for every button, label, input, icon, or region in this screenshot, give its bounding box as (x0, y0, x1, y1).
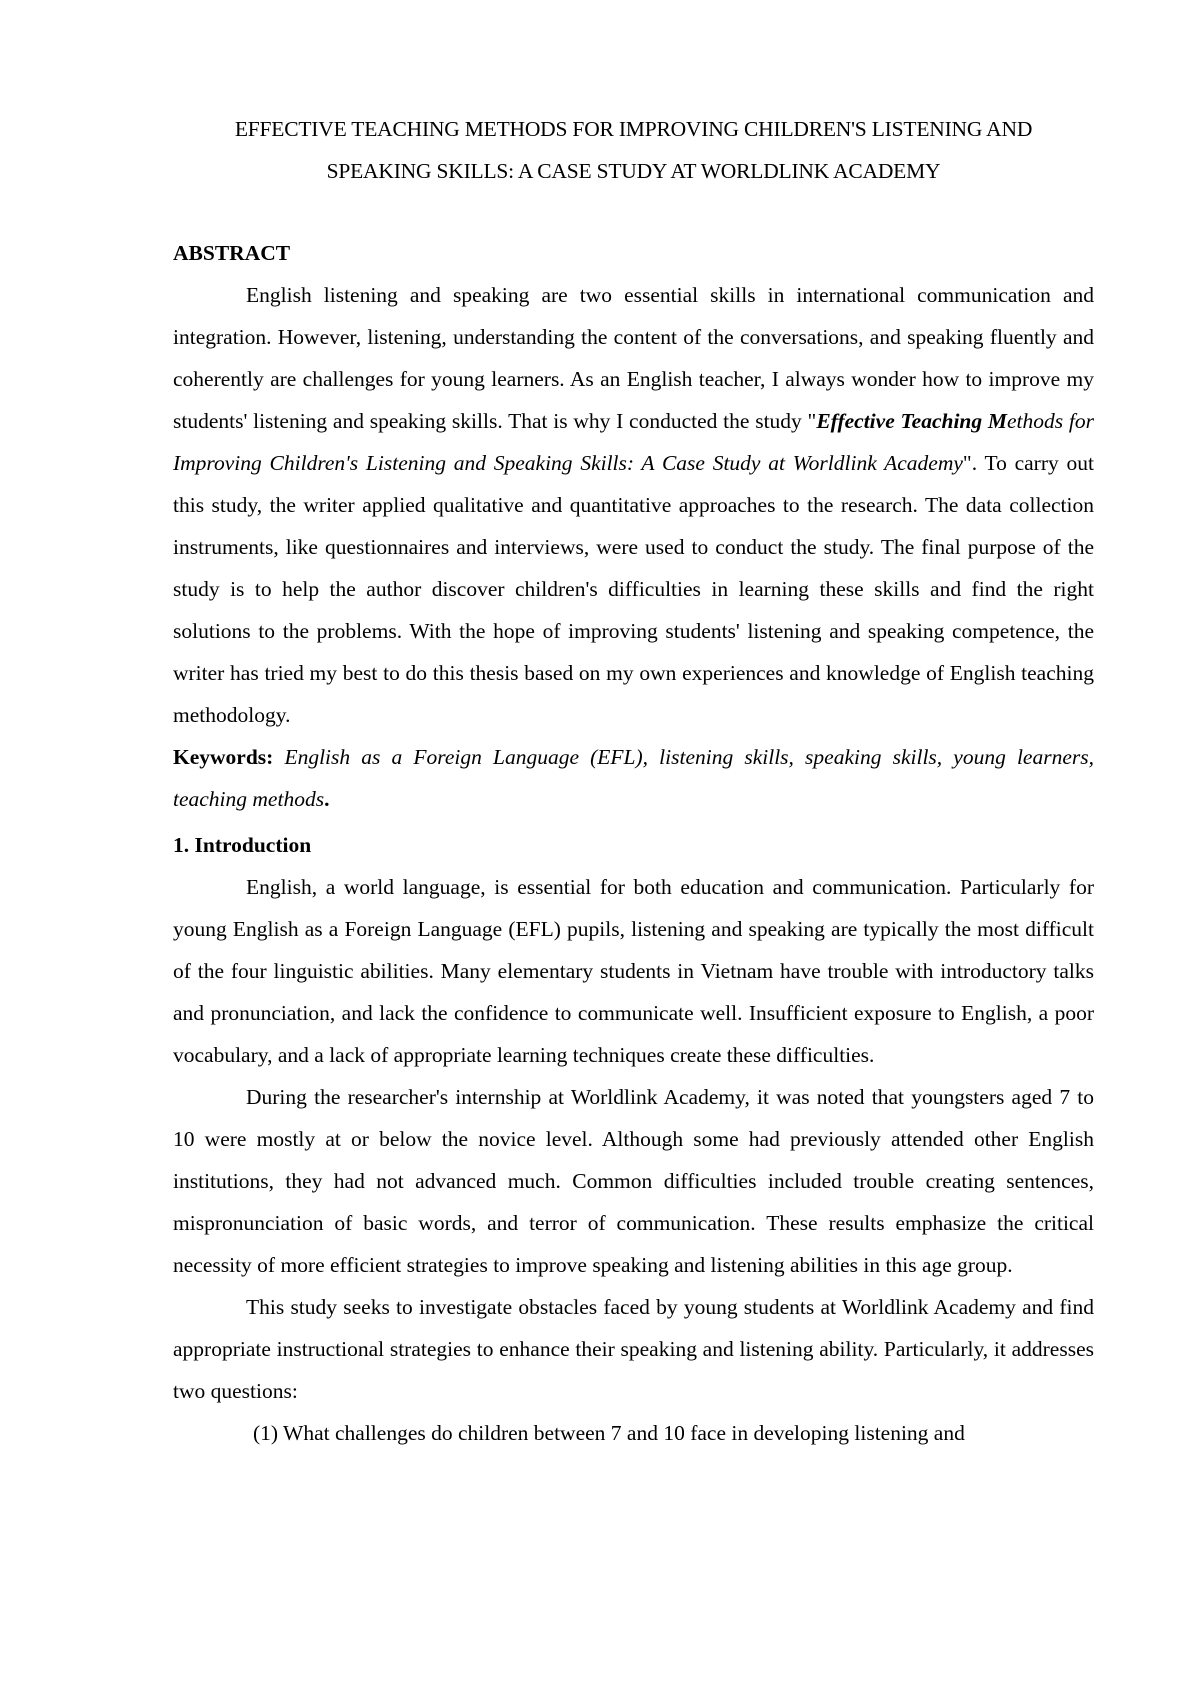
intro-paragraph-2: During the researcher's internship at Worldlink Academy, it was noted that youngsters aged 7 to 10 were mostly at or below the novice level. Although some had previously attended other English institutions, they had not advanced much. Common difficulties included trouble creating sentences, mispronunciation of basic words, and terror of communication. These results emphasize the critical necessity of more efficient strategies to improve speaking and listening abilities in this age group. (173, 1085, 1094, 1277)
intro-paragraph-1: English, a world language, is essential for both education and communication. Particularly for young English as a Foreign Language (EFL) pupils, listening and speaking are typically the most difficult of the four linguistic abilities. Many elementary students in Vietnam have trouble with introductory talks and pronunciation, and lack the confidence to communicate well. Insufficient exposure to English, a poor vocabulary, and a lack of appropriate learning techniques create these difficulties. (173, 875, 1094, 1067)
abstract-text-before: English listening and speaking are two essential skills in international communication and integration. However, listening, understanding the content of the conversations, and speaking fluently and coherently are challenges for young learners. As an English teacher, I always wonder how to improve my students' listening and speaking skills. That is why I conducted the study " (173, 283, 1094, 433)
intro-paragraph-3: This study seeks to investigate obstacles faced by young students at Worldlink Academy and find appropriate instructional strategies to enhance their speaking and listening ability. Particularly, it addresses two questions: (173, 1295, 1094, 1403)
research-question-1: (1) What challenges do children between 7 and 10 face in developing listening and (253, 1421, 965, 1445)
introduction-heading: 1. Introduction (173, 833, 312, 857)
keywords-line (173, 736, 1094, 820)
study-title-italic: ethods for Improving Children's Listening and Speaking Skills: A Case Study at Worldlink Academy (173, 409, 1095, 475)
paper-title (173, 108, 1094, 192)
abstract-paragraph (173, 274, 1094, 736)
abstract-text-after: ". To carry out this study, the writer applied qualitative and quantitative approaches to the research. The data collection instruments, like questionnaires and interviews, were used to conduct the study. The final purpose of the study is to help the author discover children's difficulties in learning these skills and find the right solutions to the problems. With the hope of improving students' listening and speaking competence, the writer has tried my best to do this thesis based on my own experiences and knowledge of English teaching methodology. (173, 451, 1094, 727)
paper-title-line-2: SPEAKING SKILLS: A CASE STUDY AT WORLDLINK ACADEMY (326, 159, 941, 183)
study-title-bold: Effective Teaching M (816, 409, 1008, 433)
abstract-heading: ABSTRACT (173, 241, 291, 265)
keywords-label: Keywords: (173, 745, 274, 769)
keywords-end: . (324, 787, 330, 811)
document-page (173, 108, 1094, 1454)
paper-title-line-1: EFFECTIVE TEACHING METHODS FOR IMPROVING CHILDREN'S LISTENING AND (234, 117, 1033, 141)
keywords-text: English as a Foreign Language (EFL), listening skills, speaking skills, young learners, teaching methods (173, 745, 1094, 811)
